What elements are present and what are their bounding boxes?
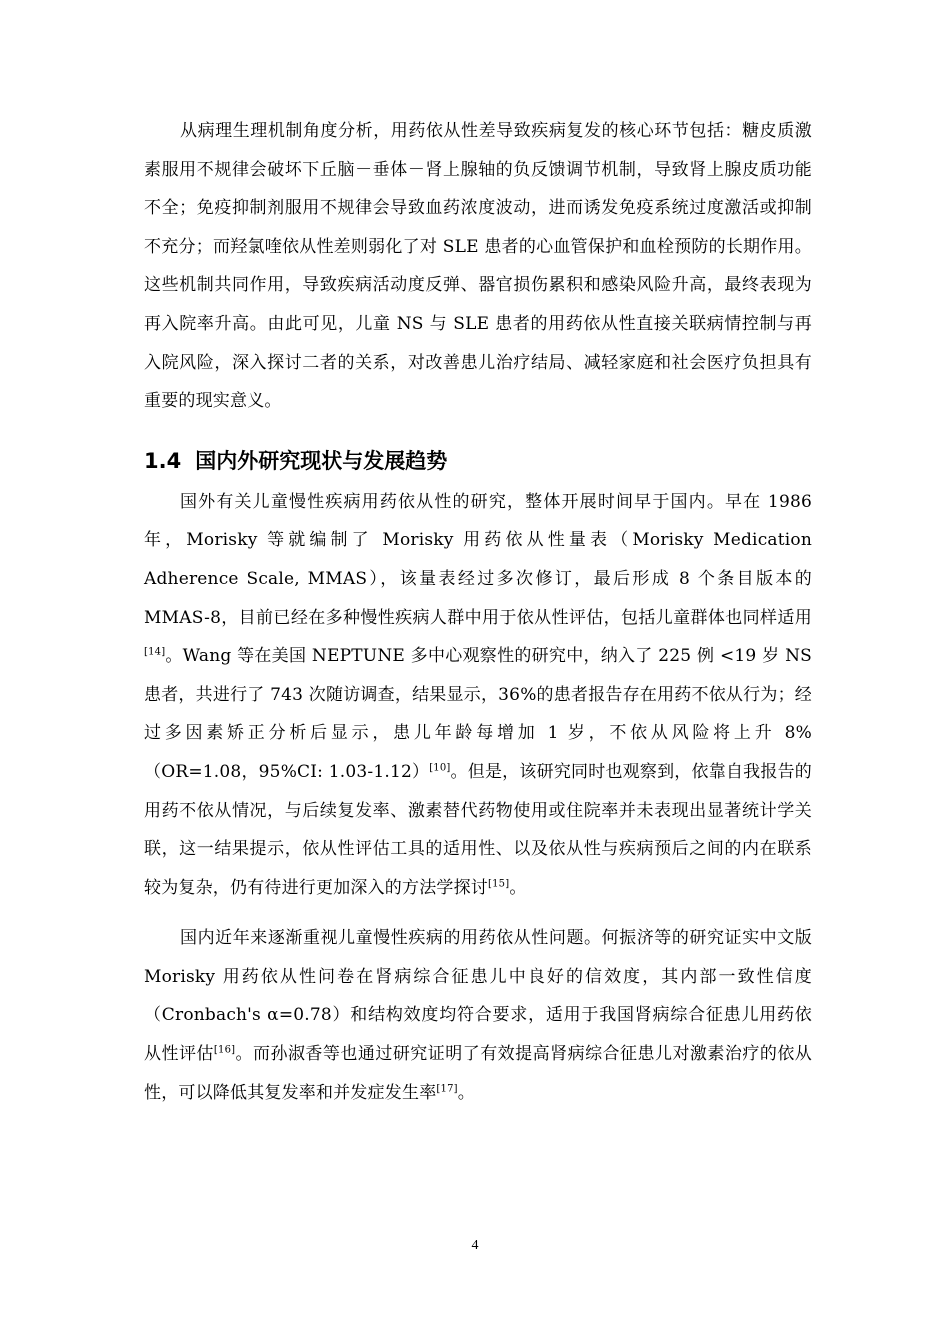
citation-ref: [10] xyxy=(429,762,451,774)
document-body xyxy=(144,112,812,1112)
page-number: 4 xyxy=(471,1238,479,1253)
paragraph-text: 。 xyxy=(457,1082,475,1103)
paragraph-text: 国外有关儿童慢性疾病用药依从性的研究，整体开展时间早于国内。早在 1986 年，Morisky 等就编制了 Morisky 用药依从性量表（Morisky Medication Adherence Scale, MMAS），该量表经过多次修订，最后形成 8 个条目版本的 MMAS-8，目前已经在多种慢性疾病人群中用于依从性评估，包括儿童群体也同样适用 xyxy=(144,491,812,628)
paragraph-text: 国内近年来逐渐重视儿童慢性疾病的用药依从性问题。何振济等的研究证实中文版 Morisky 用药依从性问卷在肾病综合征患儿中良好的信效度，其内部一致性信度（Cronbach's α=0.78）和结构效度均符合要求，适用于我国肾病综合征患儿用药依从性评估 xyxy=(144,928,812,1065)
paragraph-text: 从病理生理机制角度分析，用药依从性差导致疾病复发的核心环节包括：糖皮质激素服用不规律会破坏下丘脑－垂体－肾上腺轴的负反馈调节机制，导致肾上腺皮质功能不全；免疫抑制剂服用不规律会导致血药浓度波动，进而诱发免疫系统过度激活或抑制不充分；而羟氯喹依从性差则弱化了对 SLE 患者的心血管保护和血栓预防的长期作用。这些机制共同作用，导致疾病活动度反弹、器官损伤累积和感染风险升高，最终表现为再入院率升高。由此可见，儿童 NS 与 SLE 患者的用药依从性直接关联病情控制与再入院风险，深入探讨二者的关系，对改善患儿治疗结局、减轻家庭和社会医疗负担具有重要的现实意义。 xyxy=(144,121,812,412)
paragraph-text: 。 xyxy=(509,877,527,898)
citation-ref: [15] xyxy=(488,878,510,890)
paragraph-foreign-research xyxy=(144,483,812,908)
paragraph-domestic-research xyxy=(144,919,812,1112)
paragraph-text: 。但是，该研究同时也观察到，依靠自我报告的用药不依从情况，与后续复发率、激素替代药物使用或住院率并未表现出显著统计学关联，这一结果提示，依从性评估工具的适用性、以及依从性与疾病预后之间的内在联系较为复杂，仍有待进行更加深入的方法学探讨 xyxy=(144,761,812,898)
citation-ref: [17] xyxy=(436,1083,458,1094)
citation-ref: [16] xyxy=(213,1044,236,1056)
section-heading xyxy=(144,443,812,479)
section-title: 国内外研究现状与发展趋势 xyxy=(195,448,448,473)
paragraph-text: 。而孙淑香等也通过研究证明了有效提高肾病综合征患儿对激素治疗的依从性，可以降低其复发率和并发症发生率 xyxy=(144,1044,812,1103)
paragraph-text: 。Wang 等在美国 NEPTUNE 多中心观察性的研究中，纳入了 225 例 <19 岁 NS 患者，共进行了 743 次随访调查，结果显示，36%的患者报告存在用药不依从行为；经过多因素矫正分析后显示，患儿年龄每增加 1 岁，不依从风险将上升 8%（OR=1.08，95%CI: 1.03-1.12） xyxy=(144,646,812,782)
citation-ref: [14] xyxy=(144,646,166,658)
section-number: 1.4 xyxy=(144,448,182,473)
paragraph-pathophysiology xyxy=(144,112,812,421)
